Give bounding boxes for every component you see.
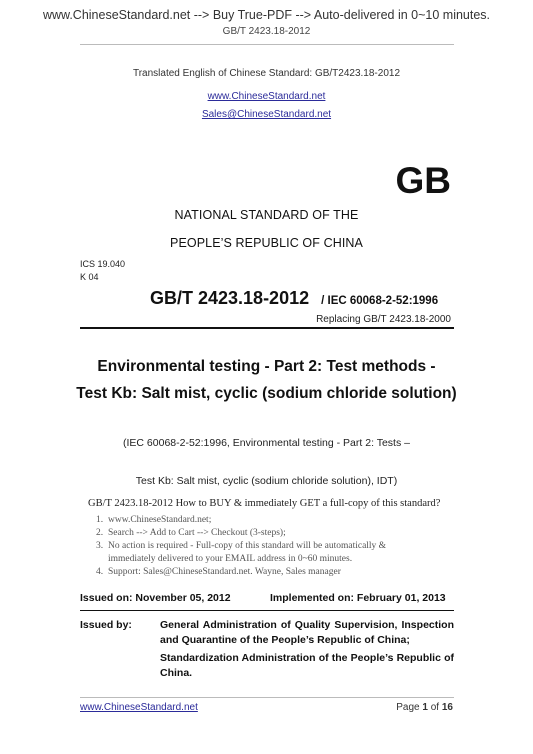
k-code: K 04 [80, 272, 99, 282]
purchase-step: 2. Search --> Add to Cart --> Checkout (3-steps); [96, 528, 286, 538]
issuing-org-1: General Administration of Quality Supervision, Inspection and Quarantine of the People’s Republic of China; [160, 619, 454, 646]
footer-website-link[interactable]: www.ChineseStandard.net [80, 702, 198, 713]
translation-note: Translated English of Chinese Standard: GB/T2423.18-2012 [132, 68, 401, 79]
title-line2: Test Kb: Salt mist, cyclic (sodium chloride solution) [76, 385, 457, 402]
title-line1: Environmental testing - Part 2: Test methods - [97, 358, 436, 375]
page-total: 16 [441, 702, 453, 713]
purchase-heading: GB/T 2423.18-2012 How to BUY & immediately GET a full-copy of this standard? [88, 498, 441, 509]
issuing-org-2: Standardization Administration of the People’s Republic of China. [160, 652, 454, 679]
dates-divider [80, 610, 454, 611]
translation-email-row [0, 104, 533, 122]
translation-website-row [0, 86, 533, 104]
purchase-step: 4. Support: Sales@ChineseStandard.net. Wayne, Sales manager [96, 567, 341, 577]
header-divider [80, 44, 454, 45]
implemented-date: Implemented on: February 01, 2013 [270, 592, 446, 604]
page-indicator: Page 1 of 16 [396, 702, 453, 713]
replacing-note: Replacing GB/T 2423.18-2000 [316, 314, 451, 325]
header-standard-code: GB/T 2423.18-2012 [222, 26, 311, 37]
issued-date: Issued on: November 05, 2012 [80, 592, 231, 604]
issued-by-label: Issued by: [80, 619, 132, 631]
purchase-step: 3. No action is required - Full-copy of this standard will be automatically & [96, 541, 387, 551]
standard-number-line [150, 288, 438, 309]
iec-equivalent: / IEC 60068-2-52:1996 [321, 295, 439, 307]
purchase-step: 1. www.ChineseStandard.net; [96, 515, 212, 525]
website-link[interactable]: www.ChineseStandard.net [207, 91, 326, 102]
iec-subtitle-line2: Test Kb: Salt mist, cyclic (sodium chloride solution), IDT) [135, 475, 398, 487]
page-current: 1 [422, 702, 428, 713]
gb-logo: GB [395, 160, 451, 201]
email-link[interactable]: Sales@ChineseStandard.net [201, 109, 332, 120]
national-standard-line2: PEOPLE’S REPUBLIC OF CHINA [170, 236, 363, 250]
purchase-steps [96, 514, 387, 579]
purchase-step: immediately delivered to your EMAIL address in 0~60 minutes. [108, 554, 353, 564]
title-divider [80, 327, 454, 329]
standard-number: GB/T 2423.18-2012 [150, 288, 310, 308]
national-standard-line1: NATIONAL STANDARD OF THE [174, 208, 359, 222]
iec-subtitle-line1: (IEC 60068-2-52:1996, Environmental testing - Part 2: Tests – [123, 437, 410, 449]
header-banner: www.ChineseStandard.net --> Buy True-PDF --> Auto-delivered in 0~10 minutes. [42, 8, 491, 22]
footer-divider [80, 697, 454, 698]
ics-code: ICS 19.040 [80, 259, 126, 269]
